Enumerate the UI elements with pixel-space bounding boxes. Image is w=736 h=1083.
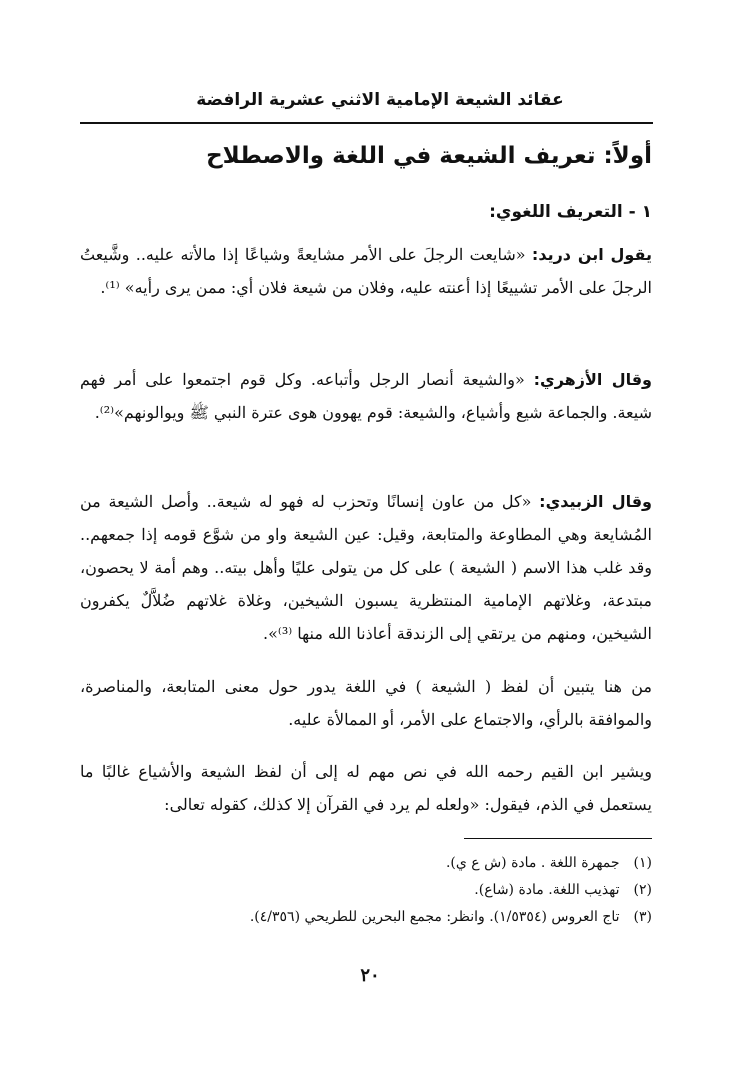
footnote-item — [80, 904, 652, 931]
paragraph-azhari — [80, 363, 652, 429]
paragraph-ibn-qayyim — [80, 755, 652, 821]
footnote-number: (١) — [633, 855, 652, 871]
footnote-text: تهذيب اللغة. مادة (شاع). — [474, 882, 620, 898]
footnote-text: جمهرة اللغة . مادة (ش ع ي). — [445, 855, 620, 871]
paragraph-text: «شايعت الرجلَ على الأمر مشايعةً وشياعًا إذا مالأته عليه.. وشَّيعتُ الرجلَ على الأمر تشييعًا إذا أعنته عليه، وفلان من شيعة فلان أي: ممن يرى رأيه» ⁽¹⁾. — [80, 245, 652, 297]
footnotes — [80, 850, 652, 931]
paragraph-ibn-durayd — [80, 238, 652, 304]
paragraph-text: من هنا يتبين أن لفظ ( الشيعة ) في اللغة يدور حول معنى المتابعة، والمناصرة، والموافقة بالرأي، والاجتماع على الأمر، أو الممالأة عليه. — [80, 677, 652, 729]
header-rule — [80, 122, 653, 124]
footnote-item — [80, 877, 652, 904]
footnote-item — [80, 850, 652, 877]
footnote-text: تاج العروس (١/٥٣٥٤). وانظر: مجمع البحرين للطريحي (٤/٣٥٦). — [249, 909, 620, 925]
footnote-number: (٢) — [633, 882, 652, 898]
footnote-number: (٣) — [633, 909, 652, 925]
paragraph-lead: وقال الزبيدي: — [539, 492, 653, 511]
sub-heading: ١ - التعريف اللغوي: — [489, 202, 652, 222]
paragraph-lead: يقول ابن دريد: — [531, 245, 652, 264]
paragraph-text: ويشير ابن القيم رحمه الله في نص مهم له إلى أن لفظ الشيعة والأشياع غالبًا ما يستعمل في الذم، فيقول: «ولعله لم يرد في القرآن إلا كذلك، كقوله تعالى: — [80, 762, 652, 814]
running-header: عقائد الشيعة الإمامية الاثني عشرية الرافضة — [196, 90, 564, 110]
paragraph-zabidi — [80, 485, 652, 650]
footnote-rule — [464, 838, 652, 839]
paragraph-text: «كل من عاون إنسانًا وتحزب له فهو له شيعة.. وأصل الشيعة من المُشايعة وهي المطاوعة والمتابعة، وقيل: عين الشيعة واو من شوَّع قومه إذا جمعهم.. وقد غلب هذا الاسم ( الشيعة ) على كل من يتولى عليًا وأهل بيته.. وهم أمة لا يحصون، مبتدعة، وغلاتهم الإمامية المنتظرية يسبون الشيخين، وغلاة غلاتهم ضُلاَّلٌ يكفرون الشيخين، ومنهم من يرتقي إلى الزندقة أعاذنا الله منها ⁽³⁾». — [80, 492, 652, 643]
paragraph-lead: وقال الأزهري: — [533, 370, 653, 389]
paragraph-summary — [80, 670, 652, 736]
paragraph-text: «والشيعة أنصار الرجل وأتباعه. وكل قوم اجتمعوا على أمر فهم شيعة. والجماعة شيع وأشياع، والشيعة: قوم يهوون هوى عترة النبي ﷺ ويوالونهم»⁽²⁾. — [80, 370, 652, 422]
page-number: ٢٠ — [360, 965, 380, 986]
section-heading: أولاً: تعريف الشيعة في اللغة والاصطلاح — [206, 143, 652, 169]
